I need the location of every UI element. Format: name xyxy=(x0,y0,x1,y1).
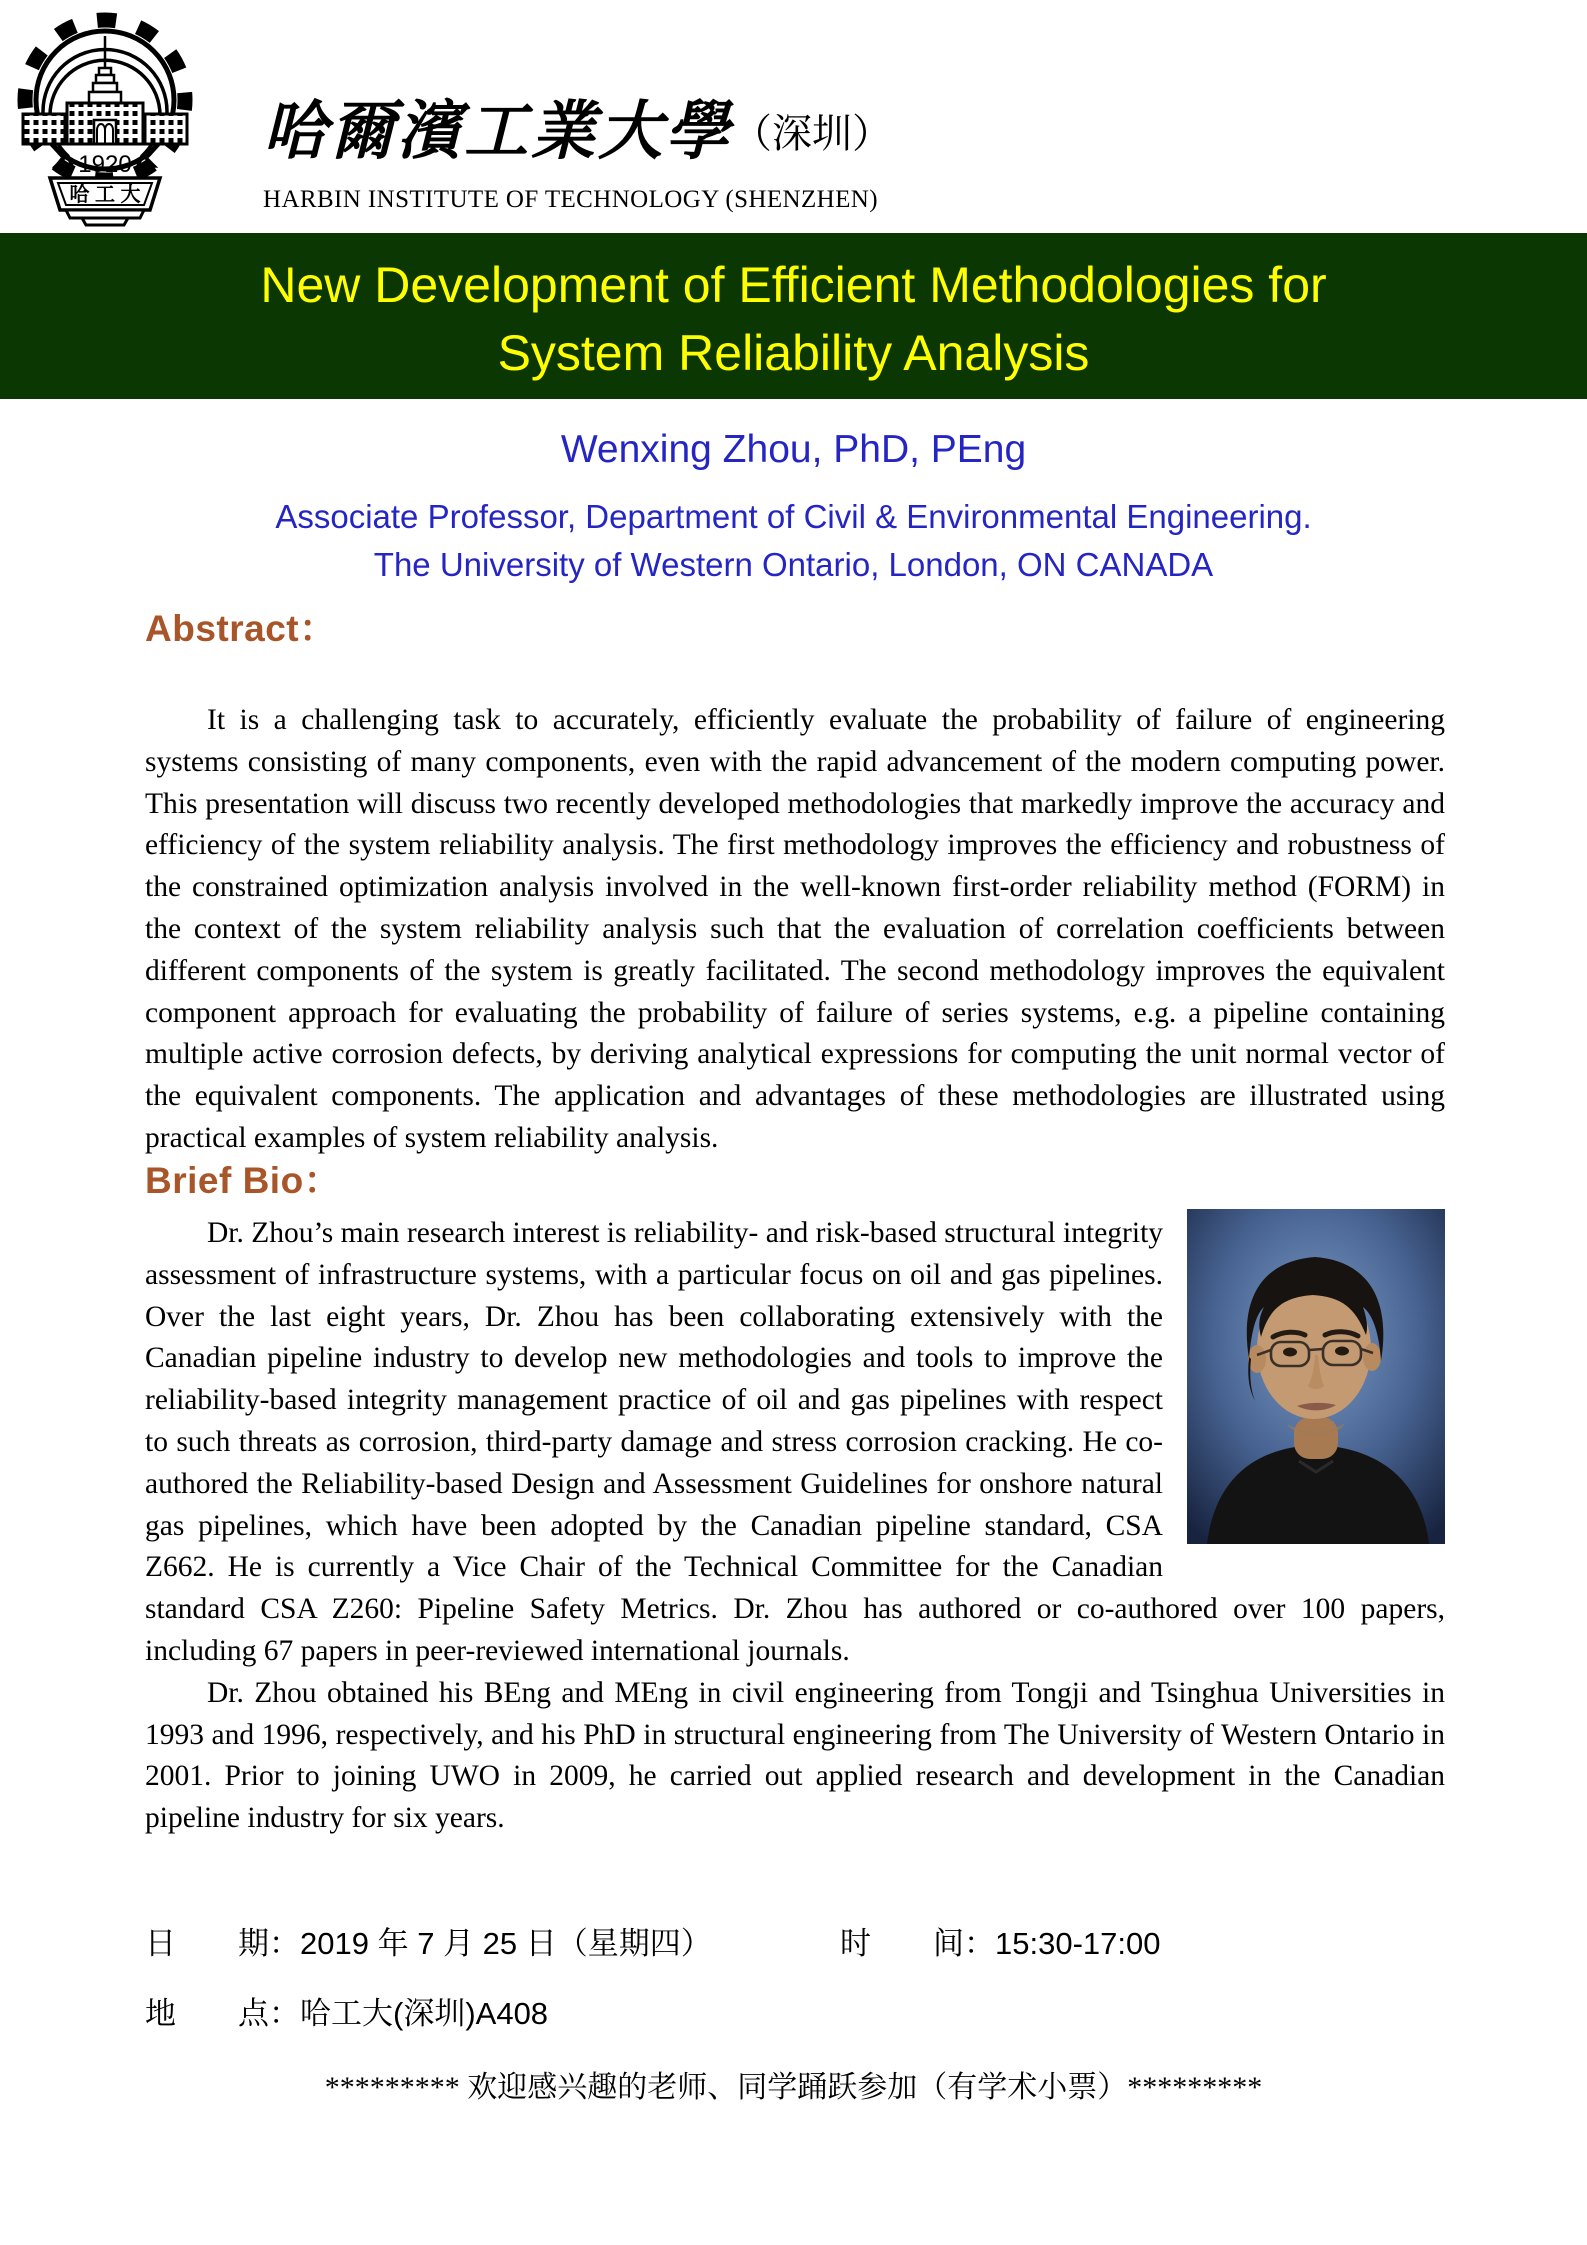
campus-name: （深圳） xyxy=(732,112,892,156)
event-venue-line xyxy=(145,1988,1465,2033)
bio-paragraph-1: Dr. Zhou’s main research interest is reliability- and risk-based structural integrity assessment of infrastructure systems, with a particular focus on oil and gas pipelines. Over the last eight years, Dr. Zhou has been collaborating extensively with the Canadian pipeline industry to develop new methodologies and tools to improve the reliability-based integrity management practice of oil and gas pipelines with respect to such threats as corrosion, third-party damage and stress corrosion cracking. He co-authored the Reliability-based Design and Assessment Guidelines for onshore natural gas pipelines, which have been adopted by the Canadian pipeline standard, CSA Z662. He is currently a Vice Chair of the Technical Committee for the Canadian standard CSA Z260: Pipeline Safety Metrics. Dr. Zhou has authored or co-authored over 100 papers, including 67 papers in peer-reviewed international journals. xyxy=(145,1217,1445,1667)
seminar-title-line2: System Reliability Analysis xyxy=(497,325,1090,381)
event-date: 日 期：2019 年 7 月 25 日（星期四） xyxy=(145,1926,712,1961)
portrait-illustration xyxy=(1187,1209,1445,1544)
logo-year-text: 1920 xyxy=(78,151,132,178)
speaker-affiliation-line1: Associate Professor, Department of Civil & Environmental Engineering. xyxy=(275,498,1312,535)
university-name-chinese xyxy=(263,80,892,172)
eye-left xyxy=(1283,1348,1297,1357)
hit-emblem-logo xyxy=(14,10,196,228)
university-name-calligraphy: 哈爾濱工業大學 xyxy=(263,94,732,169)
speaker-photo xyxy=(1187,1209,1445,1544)
event-venue: 地 点：哈工大(深圳)A408 xyxy=(145,1996,549,2031)
logo-plaque-text: 哈 工 大 xyxy=(69,184,141,206)
event-time: 时 间：15:30-17:00 xyxy=(840,1926,1161,1961)
abstract-heading: Abstract： xyxy=(145,608,337,649)
speaker-affiliation-line2: The University of Western Ontario, London, ON CANADA xyxy=(373,546,1214,583)
eye-right xyxy=(1335,1347,1349,1356)
speaker-name: Wenxing Zhou, PhD, PEng xyxy=(560,428,1027,471)
ear-right xyxy=(1363,1343,1381,1371)
event-date-time-line xyxy=(145,1918,1465,1963)
abstract-paragraph: It is a challenging task to accurately, efficiently evaluate the probability of failure of engineering systems consisting of many components, even with the rapid advancement of the modern computing power. This presentation will discuss two recently developed methodologies that markedly improve the accuracy and efficiency of the system reliability analysis. The first methodology improves the efficiency and robustness of the constrained optimization analysis involved in the well-known first-order reliability method (FORM) in the context of the system reliability analysis such that the evaluation of correlation coefficients between different components of the system is greatly facilitated. The second methodology improves the equivalent component approach for evaluating the probability of failure of series systems, e.g. a pipeline containing multiple active corrosion defects, by deriving analytical expressions for computing the unit normal vector of the equivalent components. The application and advantages of these methodologies are illustrated using practical examples of system reliability analysis. xyxy=(145,704,1445,1154)
logo-plaque xyxy=(50,178,160,225)
neck xyxy=(1294,1417,1338,1459)
university-name-english: HARBIN INSTITUTE OF TECHNOLOGY (SHENZHEN) xyxy=(263,186,878,213)
bio-paragraph-2: Dr. Zhou obtained his BEng and MEng in civil engineering from Tongji and Tsinghua Universities in 1993 and 1996, respectively, and his PhD in structural engineering from The University of Western Ontario in 2001. Prior to joining UWO in 2009, he carried out applied research and development in the Canadian pipeline industry for six years. xyxy=(145,1676,1445,1835)
bio-heading: Brief Bio： xyxy=(145,1160,342,1201)
bio-section xyxy=(145,1213,1445,1840)
title-banner xyxy=(0,233,1587,399)
welcome-note: ********* 欢迎感兴趣的老师、同学踊跃参加（有学术小票）********* xyxy=(324,2071,1263,2104)
seminar-title-line1: New Development of Efficient Methodologies for xyxy=(260,257,1327,313)
